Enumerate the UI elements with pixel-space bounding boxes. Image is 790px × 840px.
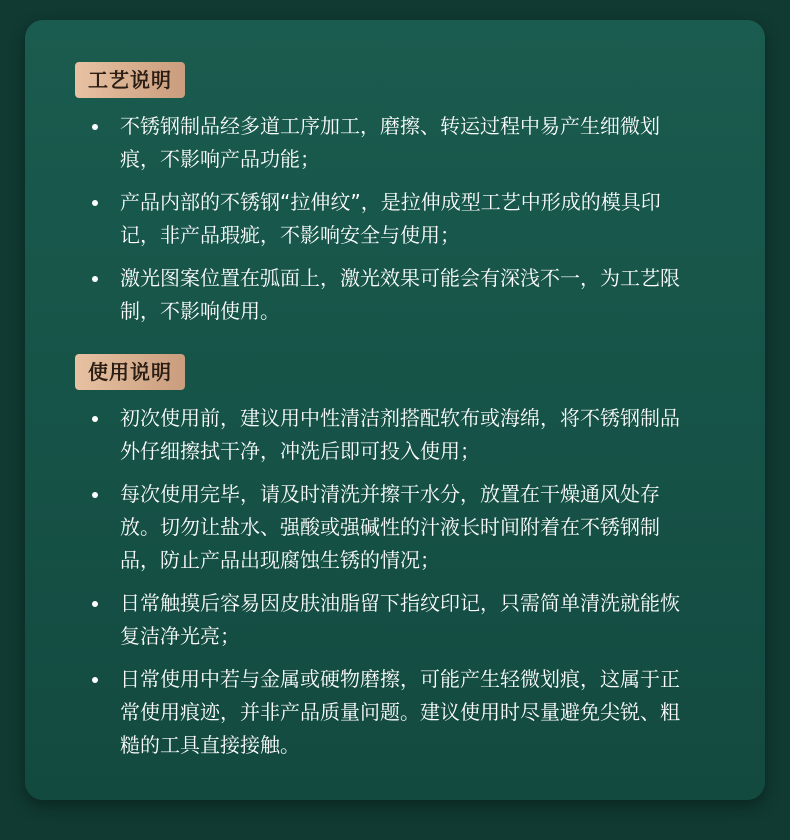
list-item bbox=[75, 402, 690, 468]
section-title: 使用说明 bbox=[75, 354, 185, 390]
list-item-text: 日常触摸后容易因皮肤油脂留下指纹印记，只需简单清洗就能恢复洁净光亮； bbox=[120, 591, 680, 648]
process-notes-list bbox=[75, 110, 690, 328]
list-item-text: 不锈钢制品经多道工序加工，磨擦、转运过程中易产生细微划痕，不影响产品功能； bbox=[120, 114, 660, 171]
bullet-icon bbox=[92, 276, 98, 282]
usage-notes-section bbox=[75, 354, 765, 762]
info-card bbox=[25, 20, 765, 800]
usage-notes-list bbox=[75, 402, 690, 762]
list-item-text: 激光图案位置在弧面上，激光效果可能会有深浅不一，为工艺限制，不影响使用。 bbox=[120, 266, 680, 323]
process-notes-section bbox=[75, 62, 765, 328]
list-item bbox=[75, 262, 690, 328]
list-item bbox=[75, 110, 690, 176]
list-item-text: 产品内部的不锈钢“拉伸纹”，是拉伸成型工艺中形成的模具印记，非产品瑕疵，不影响安全与使用； bbox=[120, 190, 661, 247]
bullet-icon bbox=[92, 492, 98, 498]
list-item-text: 每次使用完毕，请及时清洗并擦干水分，放置在干燥通风处存放。切勿让盐水、强酸或强碱性的汁液长时间附着在不锈钢制品，防止产品出现腐蚀生锈的情况； bbox=[120, 482, 660, 572]
bullet-icon bbox=[92, 124, 98, 130]
bullet-icon bbox=[92, 601, 98, 607]
section-title: 工艺说明 bbox=[75, 62, 185, 98]
bullet-icon bbox=[92, 200, 98, 206]
list-item-text: 日常使用中若与金属或硬物磨擦，可能产生轻微划痕，这属于正常使用痕迹，并非产品质量问题。建议使用时尽量避免尖锐、粗糙的工具直接接触。 bbox=[120, 667, 680, 757]
list-item-text: 初次使用前，建议用中性清洁剂搭配软布或海绵，将不锈钢制品外仔细擦拭干净，冲洗后即可投入使用； bbox=[120, 406, 680, 463]
bullet-icon bbox=[92, 677, 98, 683]
list-item bbox=[75, 186, 690, 252]
list-item bbox=[75, 587, 690, 653]
list-item bbox=[75, 663, 690, 762]
bullet-icon bbox=[92, 416, 98, 422]
list-item bbox=[75, 478, 690, 577]
